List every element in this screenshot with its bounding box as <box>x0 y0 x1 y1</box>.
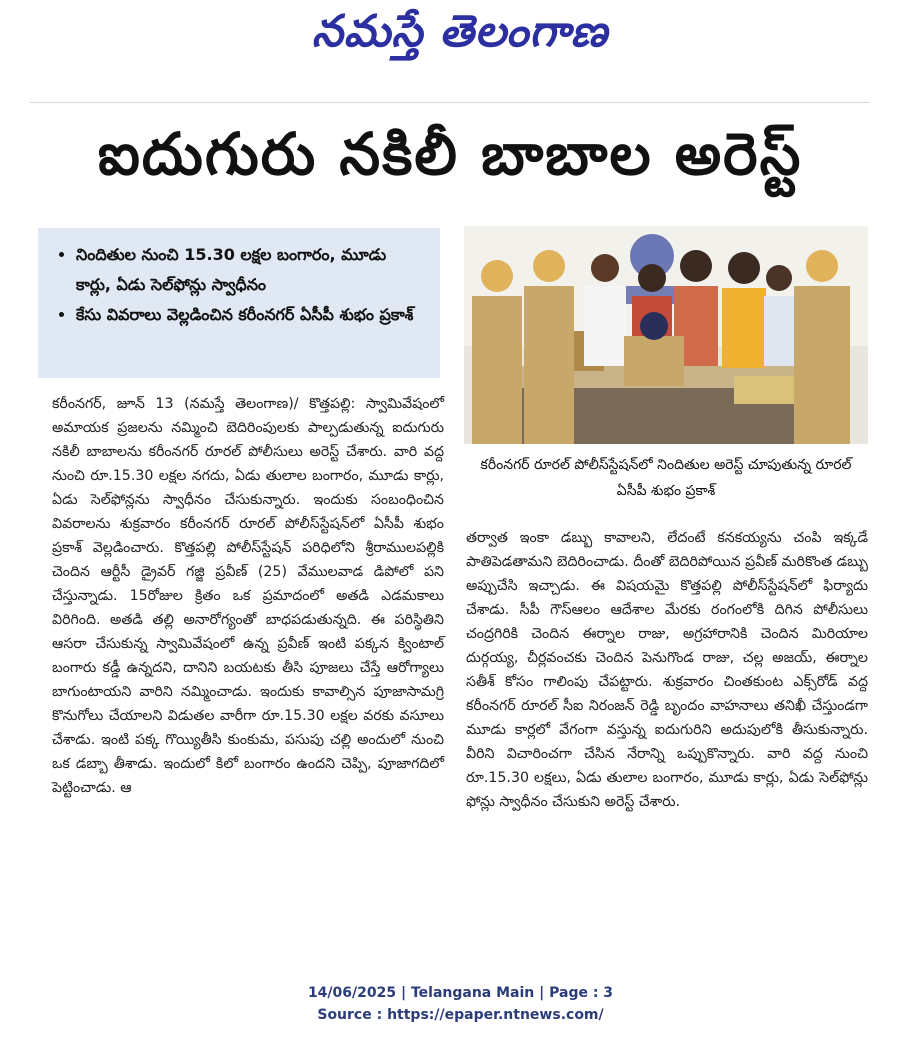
highlights-box <box>38 228 440 378</box>
page-footer <box>0 982 921 1026</box>
article-column-right <box>466 526 868 814</box>
highlight-item: • కేసు వివరాలు వెల్లడించిన కరీంనగర్ ఏసీపీ శుభం ప్రకాశ్ <box>76 300 426 330</box>
news-photo <box>464 226 868 444</box>
article-body-left: కరీంనగర్, జూన్ 13 (నమస్తే తెలంగాణ)/ కొత్తపల్లి: స్వామివేషంలో అమాయక ప్రజలను నమ్మించి బెదిరింపులకు పాల్పడుతున్న ఐదుగురు నకిలీ బాబాలను కరీంనగర్ రూరల్ పోలీసులు అరెస్ట్ చేశారు. వారి వద్ద నుంచి రూ.15.30 లక్షల నగదు, ఏడు తులాల బంగారం, మూడు కార్లు, ఏడు సెల్‌ఫోన్లను స్వాధీనం చేసుకున్నారు. ఇందుకు సంబంధించిన వివరాలను శుక్రవారం కరీంనగర్ రూరల్ పోలీస్‌స్టేషన్‌లో ఏసీపీ శుభం ప్రకాశ్ వెల్లడించారు. కొత్తపల్లి పోలీస్‌స్టేషన్ పరిధిలోని శ్రీరాములపల్లికి చెందిన ఆర్టీసీ డ్రైవర్ గజ్జి ప్రవీణ్ (25) వేములవాడ డిపోలో పని చేస్తున్నాడు. 15రోజుల క్రితం ఒక ప్రమాదంలో అతడి ఎడమకాలు విరిగింది. అతడి తల్లి అనారోగ్యంతో బాధపడుతున్నది. ఈ పరిస్థితిని ఆసరా చేసుకున్న స్వామివేషంలో ఉన్న ప్రవీణ్ ఇంటి పక్కన క్వింటాల్ బంగారు కడ్డీ ఉన్నదని, దానిని బయటకు తీసి పూజలు చేస్తే ఆరోగ్యాలు బాగుంటాయని వారిని నమ్మించాడు. ఇందుకు కావాల్సిన పూజాసామగ్రి కొనుగోలు చేయాలని విడుతల వారీగా రూ.15.30 లక్షల వరకు వసూలు చేశాడు. ఇంటి పక్క గొయ్యితీసి కుంకుమ, పసుపు చల్లి అందులో నుంచి ఒక డబ్బా తీశాడు. ఇందులో కిలో బంగారం ఉందని చెప్పి, పూజాగదిలో పెట్టించాడు. ఆ <box>52 396 444 796</box>
newspaper-logo: నమస్తే తెలంగాణ <box>311 6 609 57</box>
photo-caption: కరీంనగర్ రూరల్ పోలీస్‌స్టేషన్‌లో నిందితుల అరెస్ట్ చూపుతున్న రూరల్ ఏసీపీ శుభం ప్రకాశ్ <box>480 457 852 499</box>
edition-info: 14/06/2025 | Telangana Main | Page : 3 <box>307 985 614 1001</box>
police-press-photo <box>464 226 868 444</box>
source-link: Source : https://epaper.ntnews.com/ <box>317 1007 604 1023</box>
article-headline: ఐదుగురు నకిలీ బాబాల అరెస్ట్ <box>97 120 803 188</box>
article-body-right: తర్వాత ఇంకా డబ్బు కావాలని, లేదంటే కనకయ్యను చంపి ఇక్కడే పాతిపెడతామని బెదిరించాడు. దీంతో బెదిరిపోయిన ప్రవీణ్ మరికొంత డబ్బు అప్పుచేసి ఇచ్చాడు. ఈ విషయమై కొత్తపల్లి పోలీస్‌స్టేషన్‌లో ఫిర్యాదు చేశాడు. సీపీ గౌస్‌ఆలం ఆదేశాల మేరకు రంగంలోకి దిగిన పోలీసులు చంద్రగిరికి చెందిన ఈర్నాల రాజు, అగ్రహారానికి చెందిన మిరియాల దుర్గయ్య, చీర్లవంచకు చెందిన పెనుగొండ రాజు, చల్ల అజయ్, ఈర్నాల సతీశ్ కోసం గాలింపు చేపట్టారు. శుక్రవారం చింతకుంట ఎక్స్‌రోడ్ వద్ద కరీంనగర్ రూరల్ సీఐ నిరంజన్ రెడ్డి బృందం వాహనాలు తనిఖీ చేస్తుండగా మూడు కార్లలో వేగంగా వస్తున్న ఐదుగురిని అదుపులోకి తీసుకున్నారు. వీరిని విచారించగా చేసిన నేరాన్ని ఒప్పుకొన్నారు. వారి వద్ద నుంచి రూ.15.30 లక్షలు, ఏడు తులాల బంగారం, మూడు కార్లు, ఏడు సెల్‌ఫోన్లు ఫోన్లు స్వాధీనం చేసుకుని అరెస్ట్ చేశారు. <box>466 530 868 810</box>
article-column-left <box>52 392 444 800</box>
masthead <box>0 0 921 80</box>
masthead-divider <box>30 102 870 103</box>
highlight-item: • నిందితుల నుంచి 15.30 లక్షల బంగారం, మూడు కార్లు, ఏడు సెల్‌ఫోన్లు స్వాధీనం <box>76 240 426 300</box>
